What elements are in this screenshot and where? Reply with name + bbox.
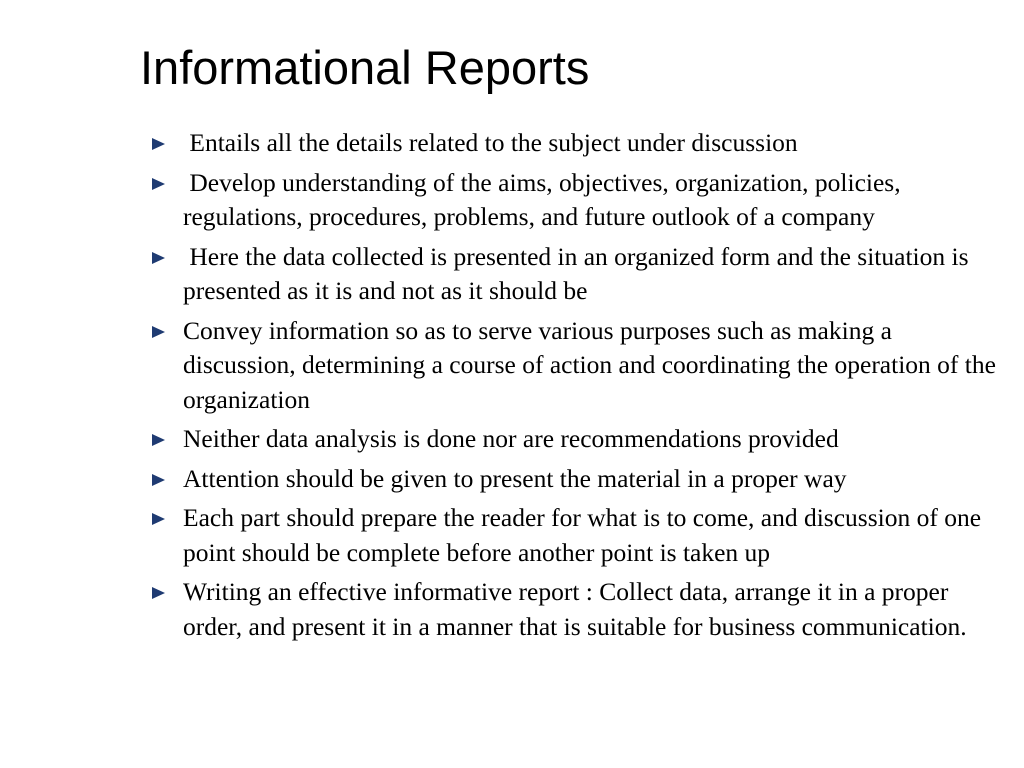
bullet-text: Develop understanding of the aims, objectives, organization, policies, regulations, procedures, problems, and future outlook of a company [183, 167, 907, 231]
bullet-text: Writing an effective informative report : Collect data, arrange it in a proper order, and present it in a manner that is suitable for business communication. [183, 577, 967, 641]
bullet-item [150, 501, 1000, 570]
bullet-text: Attention should be given to present the material in a proper way [183, 463, 847, 493]
bullet-text: Entails all the details related to the subject under discussion [183, 128, 798, 157]
bullet-text: Here the data collected is presented in an organized form and the situation is presented as it is and not as it should be [183, 241, 975, 305]
bullet-text: Convey information so as to serve various purposes such as making a discussion, determining a course of action and coordinating the operation of the organization [183, 315, 996, 414]
bullet-item [150, 314, 1000, 418]
triangle-right-icon [152, 326, 165, 338]
triangle-right-icon [152, 252, 165, 264]
bullet-item [150, 240, 1000, 309]
bullet-item [150, 126, 1000, 161]
triangle-right-icon [152, 138, 165, 150]
triangle-right-icon [152, 474, 165, 486]
slide-title: Informational Reports [140, 41, 590, 94]
triangle-right-icon [152, 178, 165, 190]
bullet-item [150, 166, 1000, 235]
bullet-item [150, 575, 1000, 644]
triangle-right-icon [152, 434, 165, 446]
bullet-item [150, 422, 1000, 457]
triangle-right-icon [152, 587, 165, 599]
bullet-list [150, 126, 1000, 649]
bullet-item [150, 462, 1000, 497]
bullet-text: Neither data analysis is done nor are recommendations provided [183, 424, 839, 453]
triangle-right-icon [152, 513, 165, 525]
bullet-text: Each part should prepare the reader for what is to come, and discussion of one point should be complete before another point is taken up [183, 503, 982, 567]
